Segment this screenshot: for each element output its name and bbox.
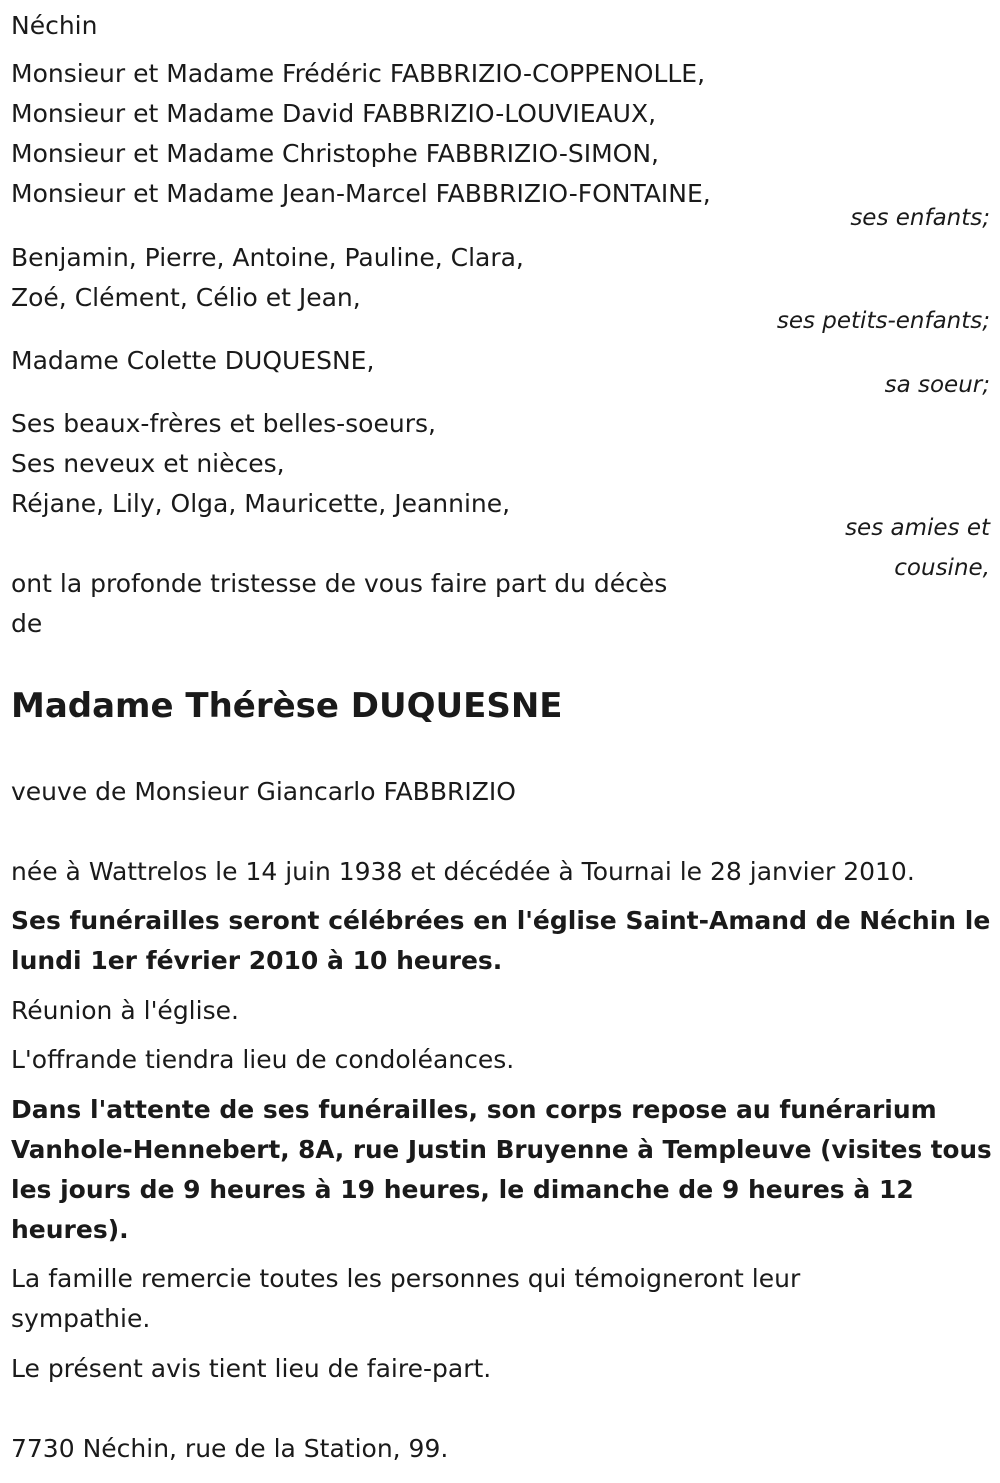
others-label-line: cousine, xyxy=(894,555,990,581)
sister-label: sa soeur; xyxy=(884,372,990,398)
funeral-line: lundi 1er février 2010 à 10 heures. xyxy=(11,946,503,975)
child-line: Monsieur et Madame Frédéric FABBRIZIO-COPPENOLLE, xyxy=(11,59,706,88)
child-line: Monsieur et Madame David FABBRIZIO-LOUVIEAUX, xyxy=(11,99,657,128)
notice: Le présent avis tient lieu de faire-part. xyxy=(11,1354,492,1383)
funerarium-line: Vanhole-Hennebert, 8A, rue Justin Bruyenne à Templeuve (visites tous xyxy=(11,1135,992,1164)
grandchildren-label: ses petits-enfants; xyxy=(776,308,990,334)
grandchild-line: Zoé, Clément, Célio et Jean, xyxy=(11,283,361,312)
deceased-name: Madame Thérèse DUQUESNE xyxy=(11,686,563,726)
others-label-line: ses amies et xyxy=(845,515,990,541)
location: Néchin xyxy=(11,11,98,40)
child-line: Monsieur et Madame Jean-Marcel FABBRIZIO-FONTAINE, xyxy=(11,179,711,208)
thanks-line: sympathie. xyxy=(11,1304,151,1333)
child-line: Monsieur et Madame Christophe FABBRIZIO-SIMON, xyxy=(11,139,659,168)
announcement-line: de xyxy=(11,609,43,638)
widow-of: veuve de Monsieur Giancarlo FABBRIZIO xyxy=(11,777,516,806)
meeting: Réunion à l'église. xyxy=(11,996,239,1025)
funerarium-line: heures). xyxy=(11,1215,129,1244)
offering: L'offrande tiendra lieu de condoléances. xyxy=(11,1045,515,1074)
birth-death: née à Wattrelos le 14 juin 1938 et décédée à Tournai le 28 janvier 2010. xyxy=(11,857,915,886)
children-label: ses enfants; xyxy=(850,205,990,231)
others-line: Réjane, Lily, Olga, Mauricette, Jeannine, xyxy=(11,489,511,518)
address: 7730 Néchin, rue de la Station, 99. xyxy=(11,1434,449,1463)
others-line: Ses beaux-frères et belles-soeurs, xyxy=(11,409,436,438)
sister-line: Madame Colette DUQUESNE, xyxy=(11,346,375,375)
funerarium-line: les jours de 9 heures à 19 heures, le dimanche de 9 heures à 12 xyxy=(11,1175,914,1204)
others-line: Ses neveux et nièces, xyxy=(11,449,285,478)
announcement-line: ont la profonde tristesse de vous faire part du décès xyxy=(11,569,668,598)
thanks-line: La famille remercie toutes les personnes qui témoigneront leur xyxy=(11,1264,801,1293)
grandchild-line: Benjamin, Pierre, Antoine, Pauline, Clara, xyxy=(11,243,524,272)
funerarium-line: Dans l'attente de ses funérailles, son corps repose au funérarium xyxy=(11,1095,937,1124)
funeral-line: Ses funérailles seront célébrées en l'église Saint-Amand de Néchin le xyxy=(11,906,991,935)
